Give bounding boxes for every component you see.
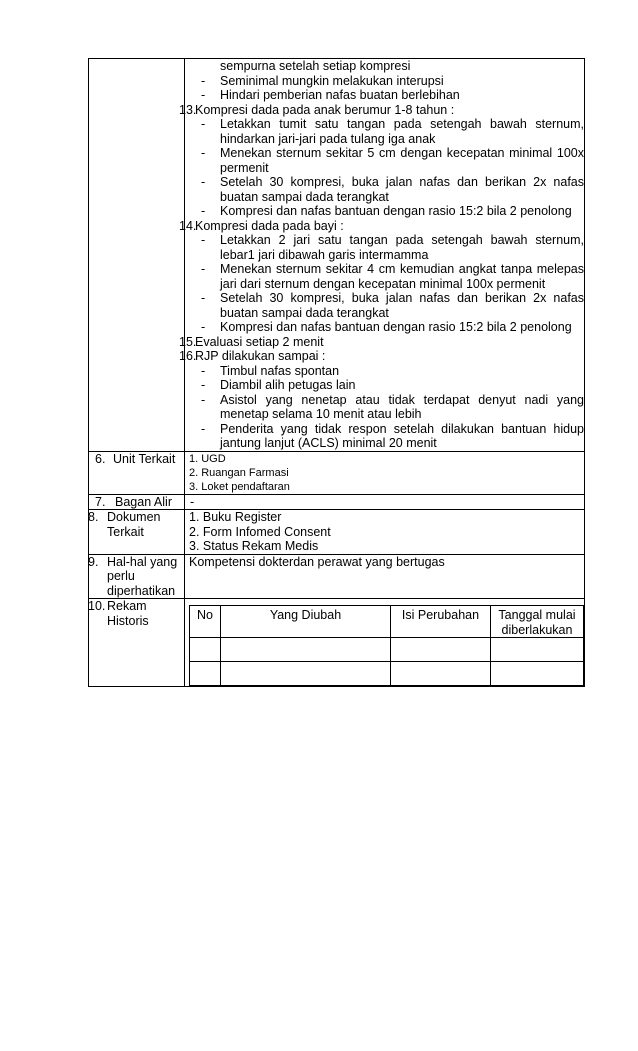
procedure-step-14: 14. Kompresi dada pada bayi : (179, 218, 344, 233)
procedure-content (179, 59, 585, 452)
procedure-bullet: - Setelah 30 kompresi, buka jalan nafas dan berikan 2x nafas buatan sampai dada terangkat (201, 291, 584, 320)
bagan-alir-row (89, 494, 585, 510)
list-item: 2. Form Infomed Consent (189, 524, 331, 539)
procedure-bullet: - Diambil alih petugas lain (201, 378, 356, 392)
list-item: 2. Ruangan Farmasi (189, 466, 289, 479)
rekam-historis-row (89, 599, 585, 687)
procedure-bullet: - Seminimal mungkin melakukan interupsi (201, 73, 444, 88)
procedure-bullet: - Kompresi dan nafas bantuan dengan rasio 15:2 bila 2 penolong (201, 320, 572, 334)
row-label: Dokumen Terkait (107, 510, 161, 539)
sop-table (88, 58, 585, 687)
procedure-bullet: - Kompresi dan nafas bantuan dengan rasio 15:2 bila 2 penolong (201, 204, 572, 218)
procedure-line: sempurna setelah setiap kompresi (220, 59, 411, 73)
procedure-bullet: - Penderita yang tidak respon setelah dilakukan bantuan hidup jantung lanjut (ACLS) minimal 20 menit (201, 421, 584, 450)
bagan-alir-value: - (185, 494, 585, 510)
column-header: Isi Perubahan (391, 606, 491, 638)
dokumen-list (185, 510, 585, 555)
unit-terkait-list (185, 451, 585, 494)
row-number: 10. (88, 599, 106, 613)
row-label: Unit Terkait (113, 451, 176, 466)
row-number: 8. (88, 510, 99, 524)
list-item: 1. UGD (189, 452, 226, 465)
procedure-step-13: 13. Kompresi dada pada anak berumur 1-8 tahun : (179, 102, 455, 117)
unit-terkait-row (89, 451, 585, 494)
procedure-step-16: 16. RJP dilakukan sampai : (179, 349, 326, 363)
document-page (88, 58, 584, 687)
list-item: 1. Buku Register (189, 510, 282, 524)
table-header-row (190, 606, 584, 638)
column-header: No (190, 606, 221, 638)
procedure-bullet: - Setelah 30 kompresi, buka jalan nafas dan berikan 2x nafas buatan sampai dada terangkat (201, 175, 584, 204)
column-header: Tanggal mulai diberlakukan (491, 606, 584, 638)
procedure-bullet: - Letakkan 2 jari satu tangan pada setengah bawah sternum, lebar1 jari dibawah garis intermamma (201, 233, 584, 262)
procedure-bullet: - Letakkan tumit satu tangan pada setengah bawah sternum, hindarkan jari-jari pada tulang iga anak (201, 117, 584, 146)
row-number: 6. (95, 451, 106, 466)
procedure-row (89, 59, 585, 452)
row-label: Bagan Alir (115, 494, 172, 509)
dokumen-terkait-row (89, 510, 585, 555)
procedure-bullet: - Menekan sternum sekitar 4 cm kemudian angkat tanpa melepas jari dari sternum dengan kecepatan minimal 100x permenit (201, 262, 584, 291)
row-label: Hal-hal yang perlu diperhatikan (107, 554, 178, 598)
list-item: 3. Status Rekam Medis (189, 539, 319, 553)
procedure-step-15: 15. Evaluasi setiap 2 menit (179, 334, 324, 349)
procedure-bullet: - Asistol yang nenetap atau tidak terdapat denyut nadi yang menetap selama 10 menit atau lebih (201, 392, 584, 421)
procedure-bullet: - Timbul nafas spontan (201, 363, 340, 378)
column-header: Yang Diubah (221, 606, 391, 638)
table-row (190, 662, 584, 686)
procedure-bullet: - Menekan sternum sekitar 5 cm dengan kecepatan minimal 100x permenit (201, 146, 584, 175)
table-row (190, 638, 584, 662)
revision-history-table (189, 605, 584, 686)
row-number: 7. (95, 494, 106, 509)
hal-hal-value: Kompetensi dokterdan perawat yang bertugas (185, 554, 585, 599)
list-item: 3. Loket pendaftaran (189, 480, 290, 493)
row-number: 9. (88, 554, 99, 569)
procedure-bullet: - Hindari pemberian nafas buatan berlebihan (201, 88, 460, 102)
row-label: Rekam Historis (107, 599, 149, 628)
hal-hal-row (89, 554, 585, 599)
